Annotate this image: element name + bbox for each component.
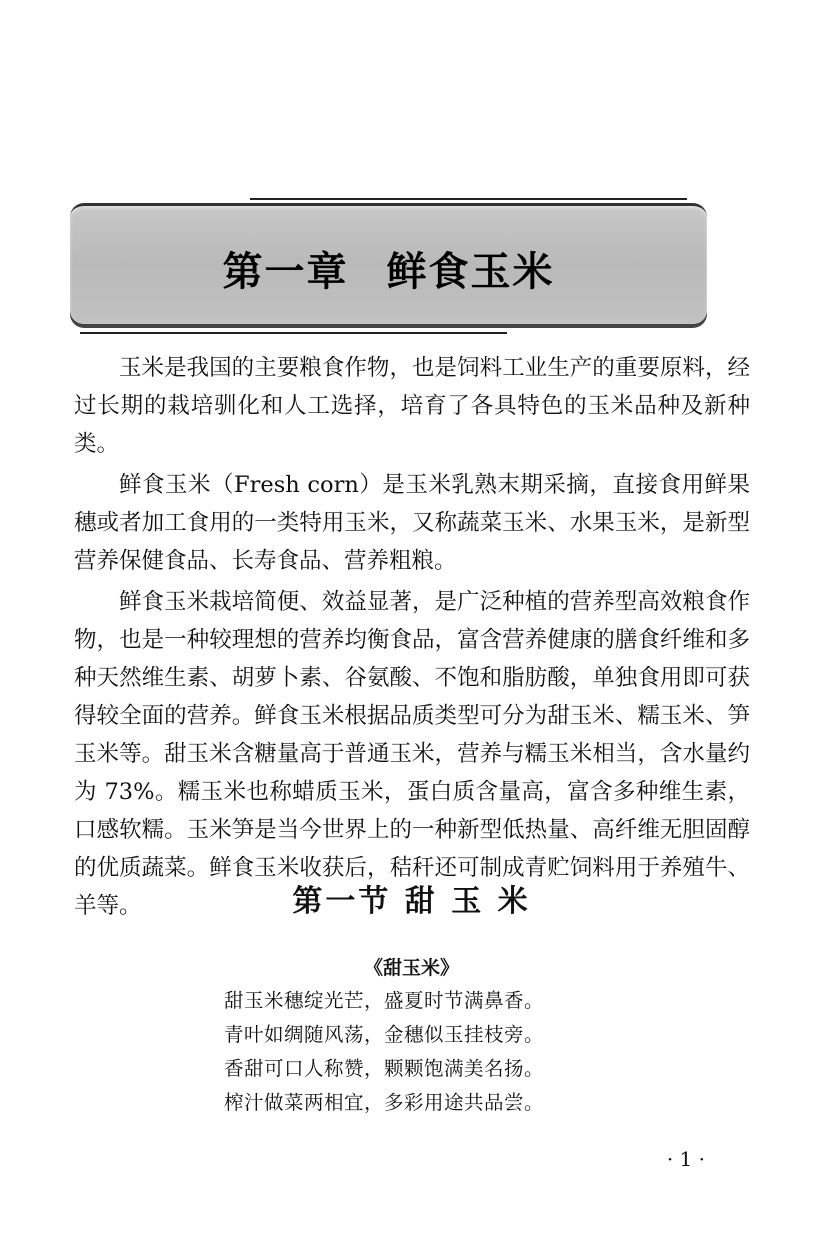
poem-line: 榨汁做菜两相宜，多彩用途共品尝。 [224,1091,545,1114]
paragraph: 鲜食玉米（Fresh corn）是玉米乳熟末期采摘，直接食用鲜果穗或者加工食用的一类特用玉米，又称蔬菜玉米、水果玉米，是新型营养保健食品、长寿食品、营养粗粮。 [74,472,750,574]
poem-line: 香甜可口人称赞，颗颗饱满美名扬。 [224,1057,545,1080]
poem [224,984,644,1120]
chapter-label: 第一章 [222,249,349,295]
chapter-title: 鲜食玉米 [386,249,555,295]
chapter-heading [70,240,707,297]
poem-title: 《甜玉米》 [363,957,459,979]
poem-line: 青叶如绸随风荡，金穗似玉挂枝旁。 [224,1023,545,1046]
chapter-banner [70,203,707,324]
page-number: · 1 · [666,1147,705,1171]
paragraph: 玉米是我国的主要粮食作物，也是饲料工业生产的重要原料，经过长期的栽培驯化和人工选择，培育了各具特色的玉米品种及新种类。 [74,355,750,457]
body-text [74,349,750,928]
section-title: 第一节 甜 玉 米 [292,884,531,919]
paragraph: 鲜食玉米栽培简便、效益显著，是广泛种植的营养型高效粮食作物，也是一种较理想的营养均衡食品，富含营养健康的膳食纤维和多种天然维生素、胡萝卜素、谷氨酸、不饱和脂肪酸，单独食用即可获得较全面的营养。鲜食玉米根据品质类型可分为甜玉米、糯玉米、笋玉米等。甜玉米含糖量高于普通玉米，营养与糯玉米相当，含水量约为 73%。糯玉米也称蜡质玉米，蛋白质含量高，富含多种维生素，口感软糯。玉米笋是当今世界上的一种新型低热量、高纤维无胆固醇的优质蔬菜。鲜食玉米收获后，秸秆还可制成青贮饲料用于养殖牛、羊等。 [74,589,750,919]
poem-line: 甜玉米穗绽光芒，盛夏时节满鼻香。 [224,989,545,1012]
